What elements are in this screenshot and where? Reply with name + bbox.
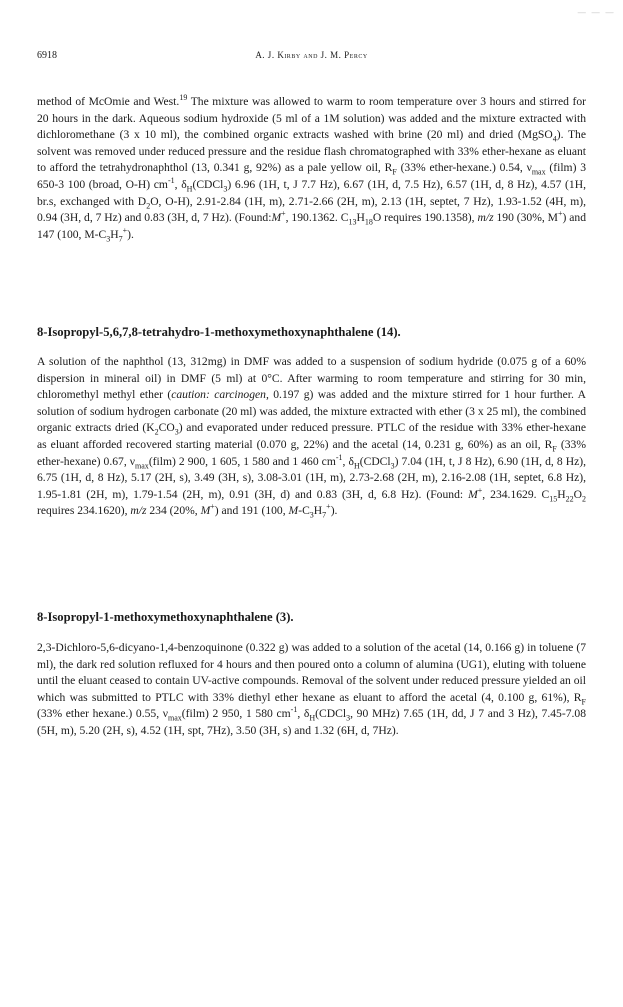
heading-compound-3: 8-Isopropyl-1-methoxymethoxynaphthalene (3).	[37, 610, 294, 624]
paragraph-1: method of McOmie and West.$^{19}$ The mixture was allowed to warm to room temperature over 3 hours and stirred for 20 hours in the dark. Aqueous sodium hydroxide (5 ml of a 1M solution) was added and the mixture extracted with dichloromethane (3 x 10 ml), the combined organic extracts washed with brine (20 ml) and dried (MgSO$_4$). The solvent was removed under reduced pressure and the residue flash chromatographed with 33% ether-hexane as eluant to afford the tetrahydronaphthol (13, 0.341 g, 92%) as a pale yellow oil, $R_F$ (33% ether-hexane.) 0.54, $\nu_{max}$ (film) 3 650-3 100 (broad, O-H) $cm^{-1}$, $\delta_H(CDCl_3)$ 6.96 (1H, t, J 7.7 Hz), 6.67 (1H, d, 7.5 Hz), 6.57 (1H, d, 8 Hz), 4.57 (1H, br.s, exchanged with $D_2O$, O-H), 2.91-2.84 (1H, m), 2.71-2.66 (2H, m), 2.13 (1H, septet, 7 Hz), 1.93-1.52 (4H, m), 0.94 (3H, d, 7 Hz) and 0.83 (3H, d, 7 Hz). (Found:M+, 190.1362. $C_{13}H_{18}O$ requires 190.1358), m/z 190 (30%, M+) and 147 (100, $M-C_3H_7^+$).	[37, 93, 587, 244]
paragraph-2: A solution of the naphthol (13, 312mg) in DMF was added to a suspension of sodium hydride (0.075 g of a 60% dispersion in mineral oil) in DMF (5 ml) at 0°C. After warming to room temperature and stirring for 30 min, chloromethyl methyl ether (caution: carcinogen, 0.197 g) was added and the mixture stirred for 1 hour further. A solution of sodium hydrogen carbonate (20 ml) was added, the mixture extracted with ether (3 x 25 ml), the combined organic extracts dried $(K_2CO_3)$ and evaporated under reduced pressure. PTLC of the residue with 33% ether-hexane as eluant afforded recovered starting material (0.070 g, 22%) and the acetal (14, 0.231 g, 60%) as an oil, $R_F$ (33% ether-hexane) 0.67, $\nu_{max}(film)$ 2 900, 1 605, 1 580 and 1 460 $cm^{-1}$, $\delta_H(CDCl_3)$ 7.04 (1H, t, J 8 Hz), 6.90 (1H, d, 8 Hz), 6.75 (1H, d, 8 Hz), 5.17 (2H, s), 3.49 (3H, s), 3.08-3.01 (1H, m), 2.73-2.68 (2H, m), 2.16-2.08 (1H, septet, 6.8 Hz), 1.95-1.81 (2H, m), 1.79-1.54 (2H, m), 0.91 (3H, d) and 0.83 (3H, d, 6.8 Hz). (Found: M+, 234.1629. $C_{15}H_{22}O_2$ requires 234.1620), m/z 234 (20%, M+) and 191 (100, $M-C_3H_7^+$).	[37, 355, 587, 520]
section-2-text	[37, 354, 586, 520]
section-1-text	[37, 94, 586, 243]
heading-compound-14: 8-Isopropyl-5,6,7,8-tetrahydro-1-methoxymethoxynaphthalene (14).	[37, 325, 401, 339]
page-number: 6918	[37, 50, 57, 61]
running-head: A. J. Kirby and J. M. Percy	[255, 50, 368, 60]
corner-marks: — — —	[577, 8, 615, 18]
section-3-text	[37, 640, 586, 740]
paragraph-3: 2,3-Dichloro-5,6-dicyano-1,4-benzoquinone (0.322 g) was added to a solution of the acetal (14, 0.166 g) in toluene (7 ml), the dark red solution refluxed for 4 hours and then poured onto a column of alumina (UG1), eluting with toluene until the eluant ceased to contain UV-active compounds. Removal of the solvent under reduced pressure yielded an oil which was submitted to PTLC with 33% diethyl ether hexane as eluant to afford the acetal (4, 0.100 g, 61%), $R_F$ (33% ether hexane.) 0.55, $\nu_{max}(film)$ 2 950, 1 580 $cm^{-1}$, $\delta_H(CDCl_3$, 90 MHz) 7.65 (1H, dd, J 7 and 3 Hz), 7.45-7.08 (5H, m), 5.20 (2H, s), 4.52 (1H, spt, 7Hz), 3.50 (3H, s) and 1.32 (6H, d, 7Hz).	[37, 641, 586, 737]
